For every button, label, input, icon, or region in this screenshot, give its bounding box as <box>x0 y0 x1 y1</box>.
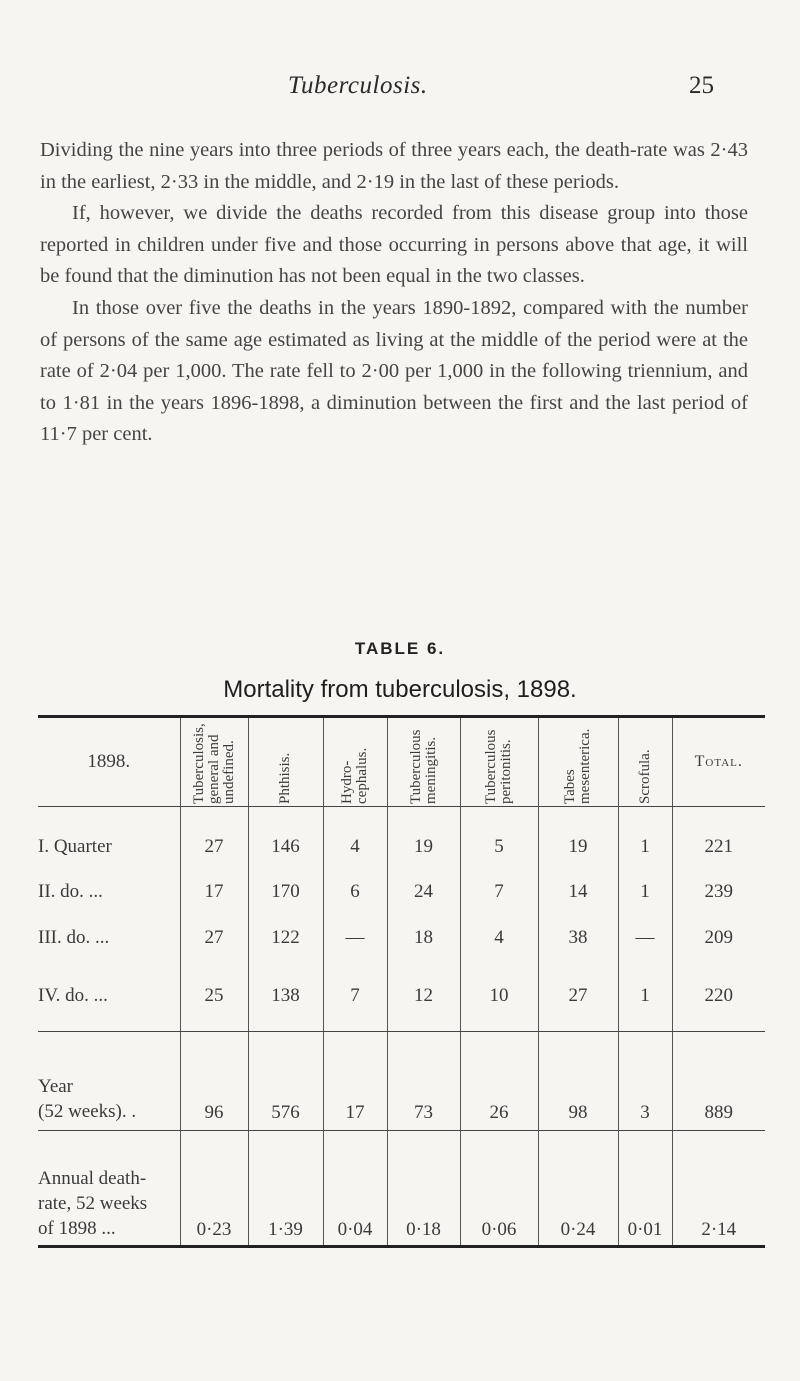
row-label: I. Quarter <box>38 836 112 857</box>
table-cell: 18 <box>387 915 460 961</box>
table-cell: 4 <box>323 807 387 870</box>
paragraph: Dividing the nine years into three periods of three years each, the death-rate was 2·43 in the earliest, 2·33 in the middle, and 2·19 in the last of these periods. <box>40 139 748 193</box>
column-header: Tabes mesenterica. <box>538 717 618 807</box>
stub-header: 1898. <box>38 717 180 807</box>
running-title: Tuberculosis. <box>288 72 428 99</box>
total-cell: 221 <box>672 807 765 870</box>
table-cell: 17 <box>180 869 248 915</box>
table-label: TABLE 6. <box>354 639 446 658</box>
table-cell: 98 <box>538 1032 618 1131</box>
total-cell: 209 <box>672 915 765 961</box>
table-cell: 122 <box>248 915 323 961</box>
mortality-table <box>38 715 765 1248</box>
table-cell: 6 <box>323 869 387 915</box>
table-cell: 14 <box>538 869 618 915</box>
column-header: Phthisis. <box>248 717 323 807</box>
row-label-line: of 1898 ... <box>38 1218 116 1239</box>
table-cell: — <box>323 915 387 961</box>
row-label: III. do. ... <box>38 927 110 948</box>
table-cell: 27 <box>180 915 248 961</box>
row-label-line: Annual death- <box>38 1168 147 1189</box>
column-header: Scrofula. <box>618 717 672 807</box>
table-cell: 4 <box>460 915 538 961</box>
table-cell: 24 <box>387 869 460 915</box>
table-cell: 26 <box>460 1032 538 1131</box>
table-cell: 27 <box>538 961 618 1032</box>
column-header: Tuberculous peritonitis. <box>460 717 538 807</box>
paragraph: If, however, we divide the deaths recorded from this disease group into those reported in children under five and those occurring in persons above that age, it will be found that the diminution has not been equal in the two classes. <box>40 202 748 288</box>
table-cell: 17 <box>323 1032 387 1131</box>
row-label <box>38 1032 180 1131</box>
table-row <box>38 961 765 1032</box>
table-title: Mortality from tuberculosis, 1898. <box>223 676 577 703</box>
year-row <box>38 1032 765 1131</box>
table-cell: 1 <box>618 869 672 915</box>
table-cell: 1 <box>618 807 672 870</box>
table-cell: 19 <box>538 807 618 870</box>
table-cell: 576 <box>248 1032 323 1131</box>
page-number: 25 <box>689 72 714 99</box>
death-rate-row <box>38 1131 765 1247</box>
total-header: Total. <box>672 717 765 807</box>
table-cell: 12 <box>387 961 460 1032</box>
table-cell: 7 <box>323 961 387 1032</box>
column-header: Hydro-cephalus. <box>323 717 387 807</box>
total-cell: 220 <box>672 961 765 1032</box>
row-label: IV. do. ... <box>38 961 180 1032</box>
table-cell: 146 <box>248 807 323 870</box>
table-cell: 7 <box>460 869 538 915</box>
running-head <box>0 72 800 112</box>
table-cell: — <box>618 915 672 961</box>
table-cell: 38 <box>538 915 618 961</box>
table-cell: 5 <box>460 807 538 870</box>
table-cell: 96 <box>180 1032 248 1131</box>
row-label: II. do. ... <box>38 881 103 902</box>
table-row <box>38 915 765 961</box>
paragraph: In those over five the deaths in the years 1890-1892, compared with the number of persons of the same age estimated as living at the middle of the period were at the rate of 2·04 per 1,000. The rate fell to 2·00 per 1,000 in the following triennium, and to 1·81 in the years 1896-1898, a diminution between the first and the last period of 11·7 per cent. <box>40 296 748 446</box>
table-cell: 1 <box>618 961 672 1032</box>
table-cell: 25 <box>180 961 248 1032</box>
total-cell: 889 <box>672 1032 765 1131</box>
table-cell: 0·18 <box>387 1131 460 1247</box>
table-row <box>38 869 765 915</box>
table-row <box>38 807 765 870</box>
table-cell: 27 <box>180 807 248 870</box>
total-cell: 239 <box>672 869 765 915</box>
body-text <box>40 135 748 451</box>
table-header-row <box>38 717 765 807</box>
total-cell: 2·14 <box>672 1131 765 1247</box>
row-label-line: rate, 52 weeks <box>38 1193 148 1214</box>
table-cell: 10 <box>460 961 538 1032</box>
row-label-line: (52 weeks). . <box>38 1101 137 1122</box>
table-cell: 3 <box>618 1032 672 1131</box>
table-cell: 73 <box>387 1032 460 1131</box>
column-header: Tuberculosis, general and undefined. <box>180 717 248 807</box>
table-cell: 1·39 <box>248 1131 323 1247</box>
table-cell: 138 <box>248 961 323 1032</box>
table-cell: 19 <box>387 807 460 870</box>
table-cell: 0·23 <box>180 1131 248 1247</box>
row-label-line: Year <box>38 1076 74 1097</box>
column-header: Tuberculous meningitis. <box>387 717 460 807</box>
table-cell: 0·04 <box>323 1131 387 1247</box>
table-cell: 0·24 <box>538 1131 618 1247</box>
table-cell: 170 <box>248 869 323 915</box>
row-label <box>38 1131 180 1247</box>
table-cell: 0·06 <box>460 1131 538 1247</box>
table-cell: 0·01 <box>618 1131 672 1247</box>
